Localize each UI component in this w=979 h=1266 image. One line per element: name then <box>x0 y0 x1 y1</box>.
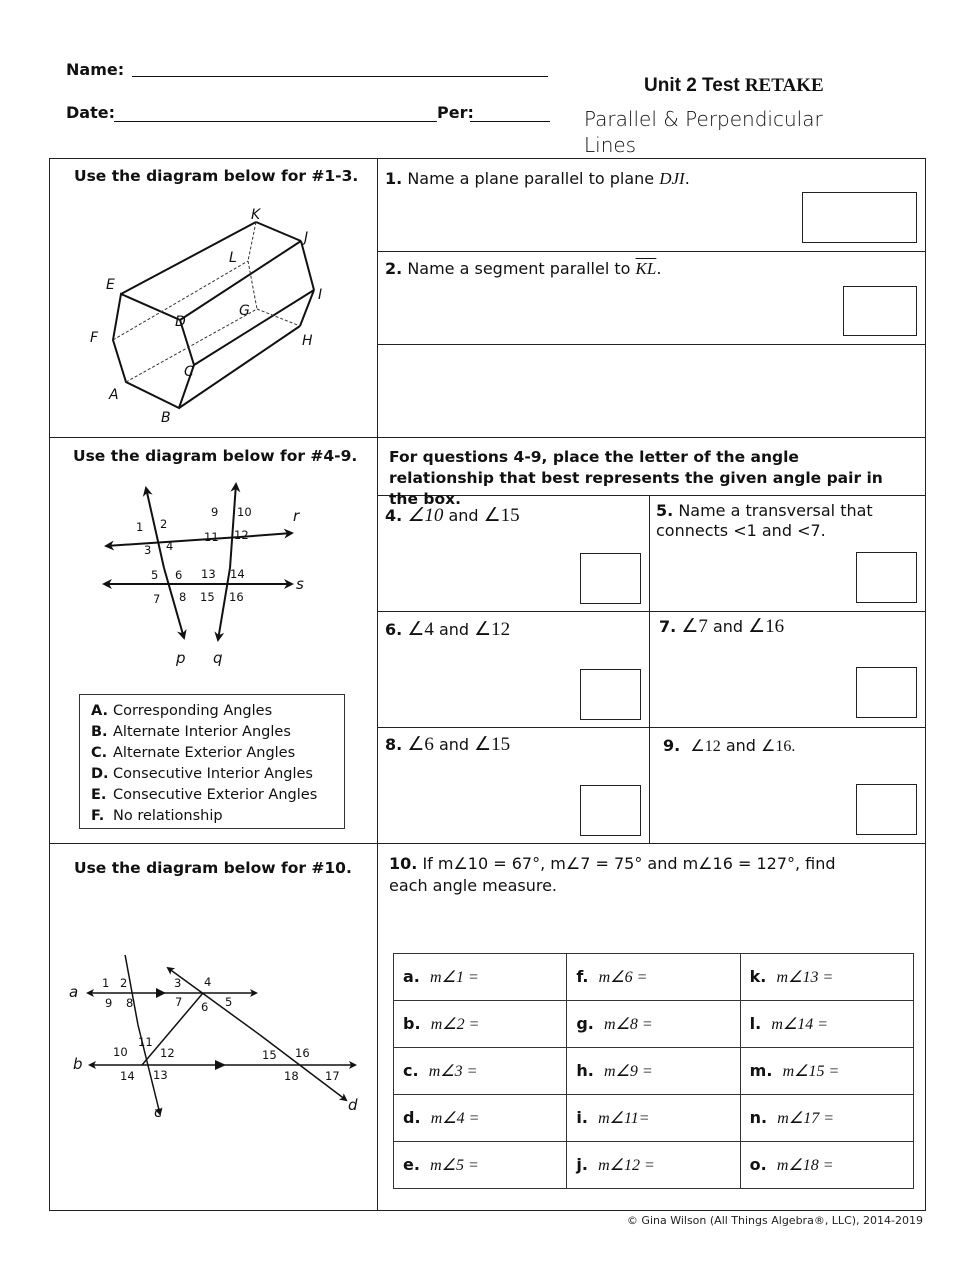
q6-number: 6. <box>385 620 403 639</box>
legend-text: Consecutive Exterior Angles <box>113 787 318 803</box>
q10-number: 10. <box>389 854 418 873</box>
svg-text:s: s <box>296 575 304 593</box>
answer-cell[interactable] <box>740 1001 913 1048</box>
svg-text:11: 11 <box>204 530 219 544</box>
q4-number: 4. <box>385 506 403 525</box>
svg-text:15: 15 <box>262 1048 277 1062</box>
svg-text:K: K <box>251 207 261 223</box>
legend-text: No relationship <box>113 808 223 824</box>
page-title <box>644 75 824 97</box>
title-text: Unit 2 Test <box>644 75 740 96</box>
answer-letter: e. <box>403 1155 420 1174</box>
answer-letter: c. <box>403 1061 419 1080</box>
answer-prompt: m∠3 = <box>428 1063 478 1080</box>
svg-text:G: G <box>239 303 250 319</box>
q2-end: . <box>656 259 662 278</box>
answer-prompt: m∠13 = <box>776 969 834 986</box>
q7-angle-a: ∠7 <box>681 616 708 637</box>
name-field[interactable] <box>132 58 548 77</box>
answer-prompt: m∠14 = <box>771 1016 829 1033</box>
answer-letter: k. <box>749 967 767 986</box>
answer-cell[interactable] <box>394 1095 567 1142</box>
q6-and: and <box>433 620 475 639</box>
q9-angle-b: ∠16. <box>761 738 796 755</box>
q6-angle-b: ∠12 <box>474 619 511 640</box>
answer-prompt: m∠9 = <box>603 1063 653 1080</box>
answer-prompt: m∠5 = <box>430 1157 479 1174</box>
answer-cell[interactable] <box>394 1048 567 1095</box>
q9-angle-a: ∠12 <box>690 738 721 755</box>
svg-text:2: 2 <box>160 517 168 531</box>
page-subtitle <box>584 106 823 158</box>
table-row <box>394 1095 914 1142</box>
answer-prompt: m∠6 = <box>598 969 648 986</box>
legend-text: Alternate Interior Angles <box>113 724 291 740</box>
q7-number: 7. <box>659 617 677 636</box>
legend-letter: C. <box>91 745 108 761</box>
svg-text:17: 17 <box>325 1069 340 1083</box>
answer-table <box>393 953 914 1189</box>
q7-and: and <box>707 617 749 636</box>
answer-prompt: m∠11= <box>598 1110 650 1127</box>
answer-cell[interactable] <box>394 954 567 1001</box>
svg-text:13: 13 <box>153 1068 168 1082</box>
table-row <box>394 954 914 1001</box>
table-row <box>394 1142 914 1189</box>
period-field[interactable] <box>470 103 550 122</box>
divider <box>377 611 926 612</box>
legend-letter: D. <box>91 766 109 782</box>
q8-and: and <box>433 735 475 754</box>
q9-answer-box[interactable] <box>856 784 917 835</box>
svg-text:D: D <box>175 314 186 330</box>
svg-text:6: 6 <box>201 1000 209 1014</box>
svg-text:p: p <box>176 649 186 667</box>
answer-letter: m. <box>749 1061 773 1080</box>
period-label: Per: <box>437 103 474 122</box>
answer-letter: a. <box>403 967 420 986</box>
q4-angle-a: ∠10 <box>407 505 444 526</box>
legend-item <box>91 743 344 764</box>
name-label: Name: <box>66 60 125 79</box>
legend-item <box>91 764 344 785</box>
svg-text:8: 8 <box>179 590 187 604</box>
copyright-footer: © Gina Wilson (All Things Algebra®, LLC), 2014-2019 <box>626 1214 923 1227</box>
svg-text:C: C <box>184 364 194 380</box>
answer-cell[interactable] <box>740 954 913 1001</box>
answer-prompt: m∠18 = <box>776 1157 834 1174</box>
legend-item <box>91 785 344 806</box>
svg-text:10: 10 <box>237 505 252 519</box>
answer-prompt: m∠17 = <box>777 1110 834 1127</box>
divider <box>377 344 926 345</box>
divider <box>377 727 926 728</box>
answer-letter: j. <box>576 1155 588 1174</box>
answer-prompt: m∠8 = <box>604 1016 653 1033</box>
date-field[interactable] <box>114 103 437 122</box>
q2-segment-ref: $\overline{KL}$ <box>635 259 657 278</box>
question-2 <box>385 259 661 279</box>
svg-text:13: 13 <box>201 567 216 581</box>
section1-heading: Use the diagram below for #1-3. <box>74 167 359 185</box>
answer-letter: f. <box>576 967 589 986</box>
q5-number: 5. <box>656 501 674 520</box>
svg-text:9: 9 <box>211 505 219 519</box>
legend-text: Consecutive Interior Angles <box>113 766 313 782</box>
angle-relationship-legend <box>79 694 345 829</box>
svg-text:1: 1 <box>102 976 110 990</box>
svg-text:15: 15 <box>200 590 215 604</box>
svg-text:B: B <box>161 410 171 426</box>
answer-prompt: m∠12 = <box>598 1157 655 1174</box>
answer-letter: o. <box>749 1155 767 1174</box>
svg-text:r: r <box>293 507 300 525</box>
svg-text:J: J <box>304 230 309 246</box>
legend-text: Alternate Exterior Angles <box>113 745 296 761</box>
svg-text:8: 8 <box>126 996 134 1010</box>
question-6 <box>385 618 510 641</box>
svg-text:2: 2 <box>120 976 128 990</box>
svg-text:E: E <box>106 277 115 293</box>
svg-text:12: 12 <box>160 1046 175 1060</box>
question-5 <box>656 501 896 541</box>
answer-cell[interactable] <box>740 1095 913 1142</box>
question-7 <box>659 615 784 638</box>
answer-letter: h. <box>576 1061 594 1080</box>
transversal-diagram <box>60 955 370 1130</box>
legend-item <box>91 701 344 722</box>
q1-number: 1. <box>385 169 403 188</box>
answer-letter: g. <box>576 1014 594 1033</box>
answer-cell[interactable] <box>567 1048 740 1095</box>
question-9 <box>663 736 795 756</box>
q1-answer-box[interactable] <box>802 192 917 243</box>
svg-text:10: 10 <box>113 1045 128 1059</box>
answer-cell[interactable] <box>567 1095 740 1142</box>
legend-letter: E. <box>91 787 107 803</box>
svg-text:a: a <box>69 983 79 1001</box>
hexagonal-prism-diagram <box>80 200 340 430</box>
section2-heading: Use the diagram below for #4-9. <box>73 447 358 465</box>
parallel-lines-diagram <box>90 478 330 678</box>
svg-text:3: 3 <box>144 543 152 557</box>
svg-text:11: 11 <box>138 1035 153 1049</box>
svg-text:d: d <box>348 1096 358 1114</box>
svg-text:A: A <box>109 387 119 403</box>
svg-text:L: L <box>229 250 237 266</box>
svg-text:7: 7 <box>153 592 161 606</box>
q4-and: and <box>443 506 484 525</box>
legend-item <box>91 806 344 827</box>
q9-number: 9. <box>663 736 681 755</box>
q1-plane-ref: DJI <box>659 169 685 188</box>
question-1 <box>385 169 690 189</box>
q7-answer-box[interactable] <box>856 667 917 718</box>
q2-answer-box[interactable] <box>843 286 917 336</box>
divider <box>49 843 926 844</box>
title-retake: RETAKE <box>744 75 824 96</box>
q4-angle-b: ∠15 <box>483 505 520 526</box>
svg-text:1: 1 <box>136 520 144 534</box>
svg-text:16: 16 <box>295 1046 310 1060</box>
svg-text:q: q <box>213 649 223 667</box>
svg-text:16: 16 <box>229 590 244 604</box>
question-4 <box>385 504 520 527</box>
q6-answer-box[interactable] <box>580 669 641 720</box>
svg-text:c: c <box>154 1103 163 1121</box>
answer-cell[interactable] <box>567 1001 740 1048</box>
q8-answer-box[interactable] <box>580 785 641 836</box>
svg-text:H: H <box>302 333 313 349</box>
answer-cell[interactable] <box>567 954 740 1001</box>
question-10 <box>389 853 879 897</box>
q5-text: Name a transversal that connects <1 and <7. <box>656 501 873 540</box>
svg-text:F: F <box>90 330 99 346</box>
answer-cell[interactable] <box>394 1142 567 1189</box>
q7-angle-b: ∠16 <box>748 616 785 637</box>
q6-angle-a: ∠4 <box>407 619 434 640</box>
svg-text:9: 9 <box>105 996 113 1010</box>
answer-letter: i. <box>576 1108 588 1127</box>
answer-letter: l. <box>749 1014 762 1033</box>
divider <box>377 158 378 1211</box>
table-row <box>394 1048 914 1095</box>
legend-text: Corresponding Angles <box>113 703 273 719</box>
q2-text: Name a segment parallel to <box>407 259 636 278</box>
answer-cell[interactable] <box>394 1001 567 1048</box>
svg-text:14: 14 <box>230 567 245 581</box>
answer-cell[interactable] <box>740 1142 913 1189</box>
q9-and: and <box>720 736 762 755</box>
legend-letter: A. <box>91 703 108 719</box>
svg-text:7: 7 <box>175 995 183 1009</box>
answer-prompt: m∠1 = <box>430 969 479 986</box>
q10-text: If m∠10 = 67°, m∠7 = 75° and m∠16 = 127°, find each angle measure. <box>389 854 836 895</box>
table-row <box>394 1001 914 1048</box>
q5-answer-box[interactable] <box>856 552 917 603</box>
answer-letter: n. <box>749 1108 768 1127</box>
divider <box>649 495 650 843</box>
answer-letter: b. <box>403 1014 421 1033</box>
svg-text:I: I <box>318 287 323 303</box>
answer-cell[interactable] <box>740 1048 913 1095</box>
q8-angle-b: ∠15 <box>474 734 511 755</box>
svg-text:3: 3 <box>174 976 182 990</box>
q4-answer-box[interactable] <box>580 553 641 604</box>
answer-cell[interactable] <box>567 1142 740 1189</box>
svg-text:12: 12 <box>234 528 249 542</box>
svg-text:4: 4 <box>166 539 174 553</box>
date-label: Date: <box>66 103 115 122</box>
svg-text:b: b <box>73 1055 83 1073</box>
answer-letter: d. <box>403 1108 421 1127</box>
q8-number: 8. <box>385 735 403 754</box>
svg-text:5: 5 <box>151 568 159 582</box>
q8-angle-a: ∠6 <box>407 734 434 755</box>
legend-letter: B. <box>91 724 108 740</box>
section2-instructions: For questions 4-9, place the letter of the angle relationship that best represents the given angle pair in the box. <box>389 448 883 508</box>
legend-letter: F. <box>91 808 105 824</box>
svg-text:6: 6 <box>175 568 183 582</box>
answer-prompt: m∠2 = <box>430 1016 480 1033</box>
svg-text:14: 14 <box>120 1069 135 1083</box>
answer-prompt: m∠4 = <box>430 1110 480 1127</box>
svg-text:18: 18 <box>284 1069 299 1083</box>
q1-end: . <box>684 169 690 188</box>
svg-text:4: 4 <box>204 975 212 989</box>
answer-prompt: m∠15 = <box>782 1063 840 1080</box>
divider <box>377 251 926 252</box>
subtitle-line-2: Lines <box>584 133 637 157</box>
q1-text: Name a plane parallel to plane <box>407 169 660 188</box>
svg-text:5: 5 <box>225 995 233 1009</box>
subtitle-line-1: Parallel & Perpendicular <box>584 107 823 131</box>
q2-number: 2. <box>385 259 403 278</box>
question-8 <box>385 733 510 756</box>
section3-heading: Use the diagram below for #10. <box>74 859 352 877</box>
divider <box>49 437 926 438</box>
legend-item <box>91 722 344 743</box>
